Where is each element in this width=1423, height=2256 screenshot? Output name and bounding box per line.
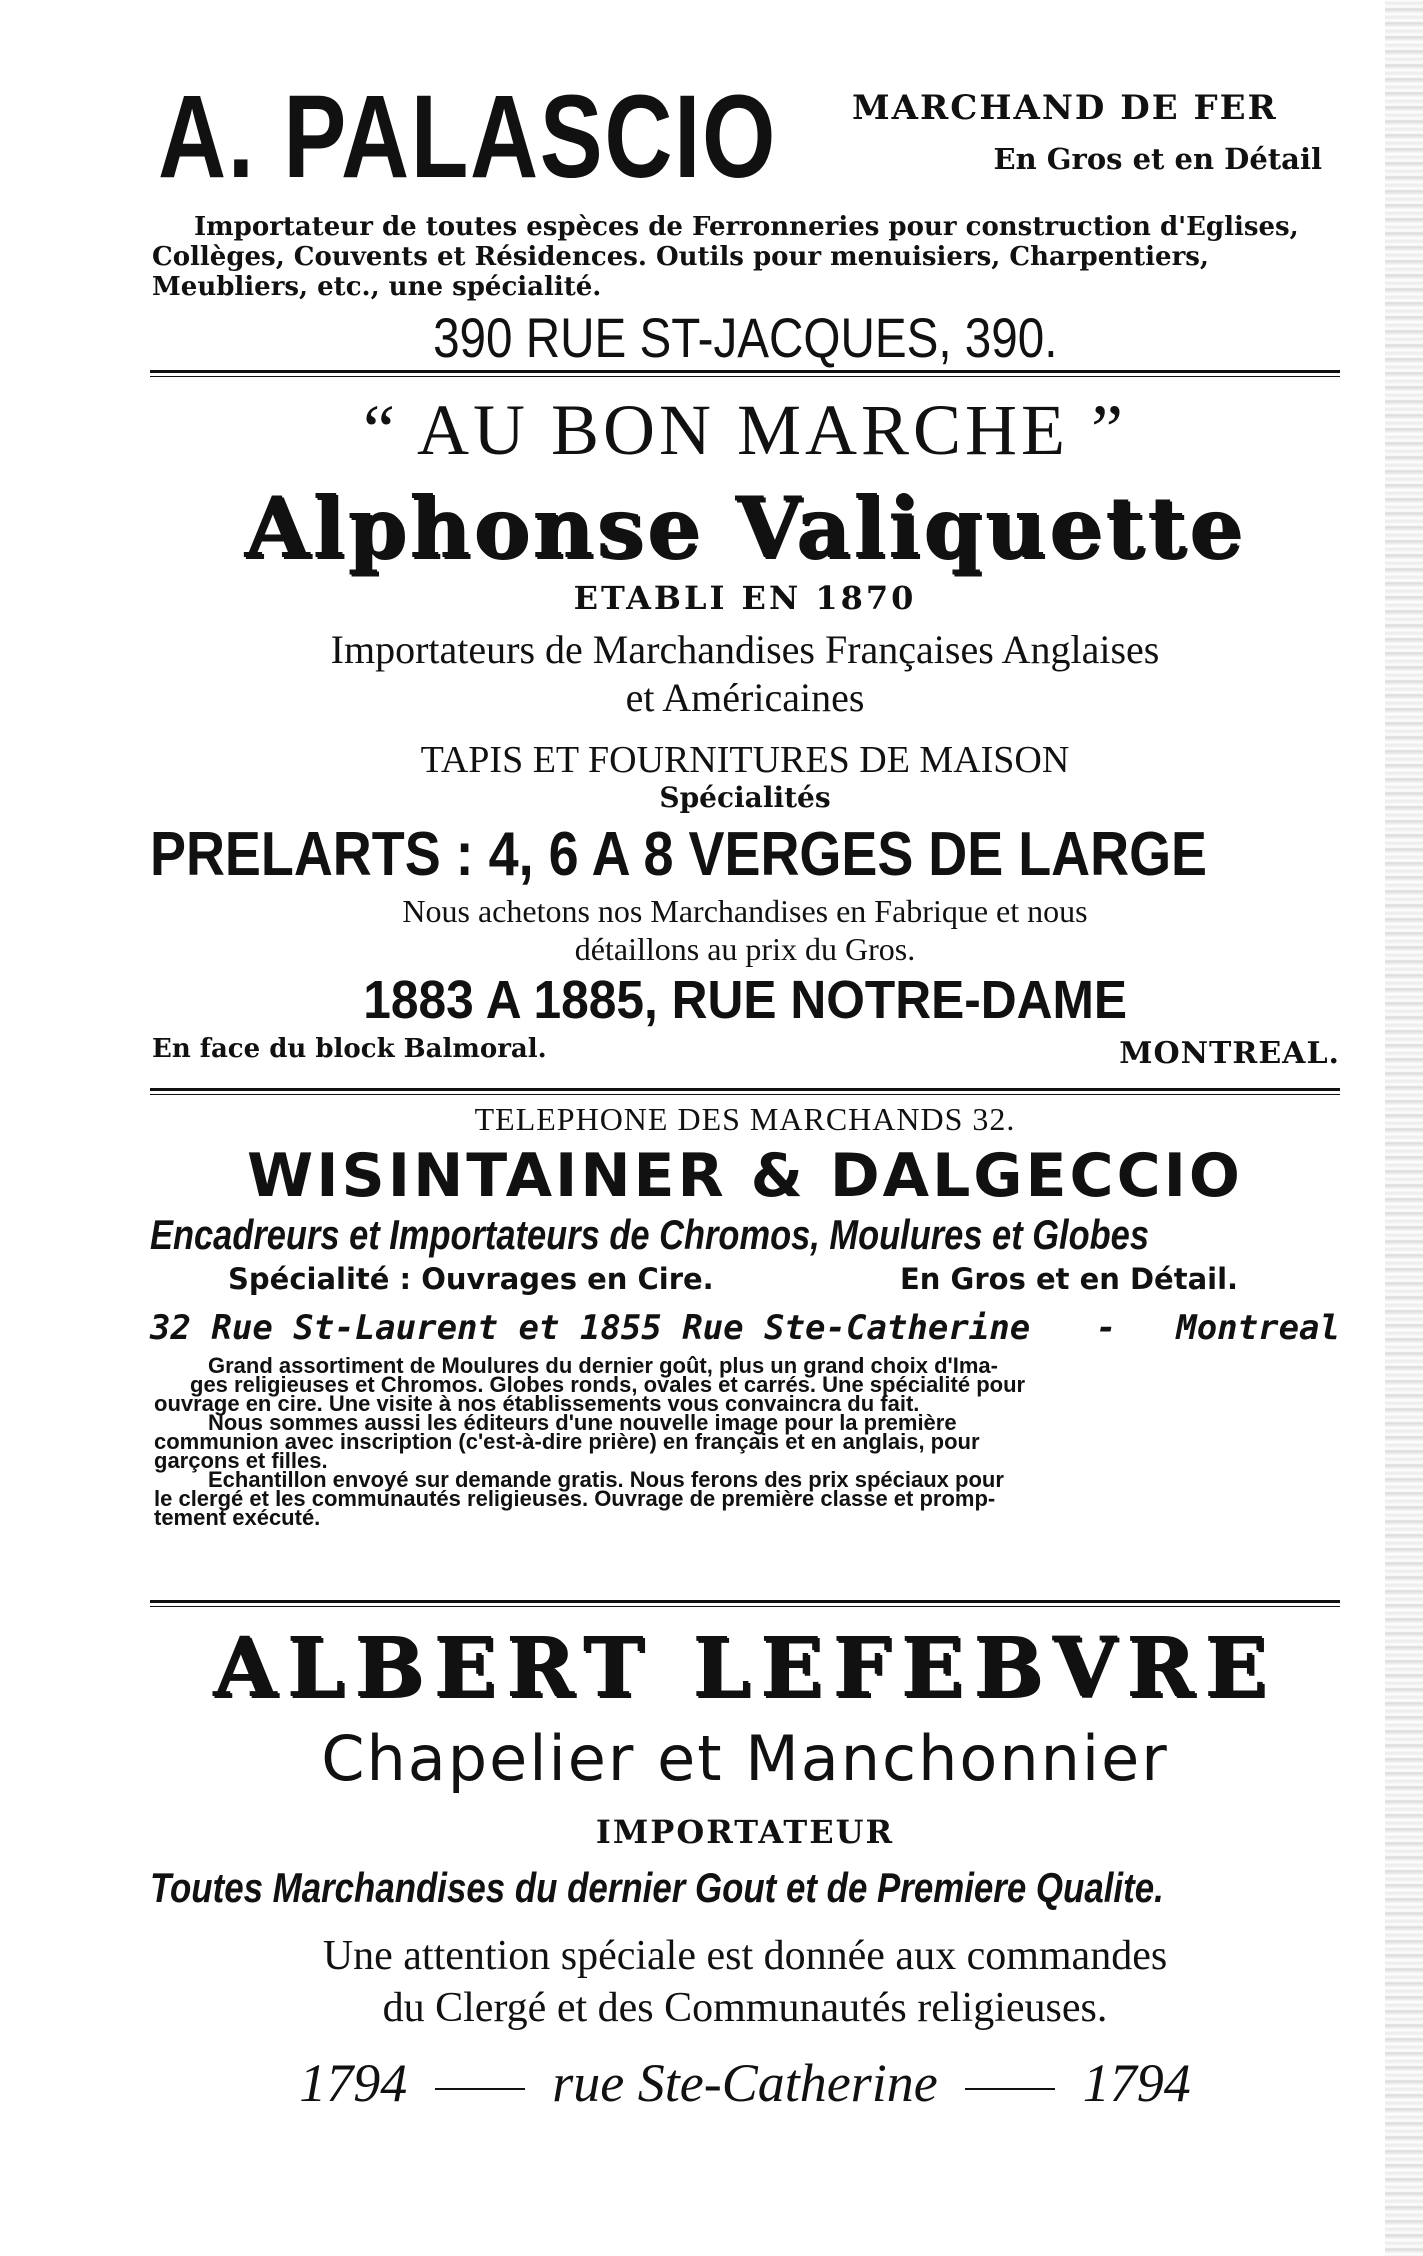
wisintainer-body-line: Grand assortiment de Moulures du dernier goût, plus un grand choix d'Ima- <box>208 1353 998 1378</box>
wisintainer-body-line: tement exécuté. <box>154 1505 321 1530</box>
palascio-desc-line: Collèges, Couvents et Résidences. Outils pour menuisiers, Charpentiers, <box>152 242 1209 272</box>
page-edge-scan-artifact <box>1385 0 1423 2256</box>
owner-name: Alphonse Valiquette <box>244 478 1246 577</box>
importers-line: Importateurs de Marchandises Françaises Anglaises <box>330 627 1160 672</box>
purchase-line: détaillons au prix du Gros. <box>574 931 916 967</box>
address-dash: - <box>1096 1308 1117 1348</box>
wisintainer-specialite: Spécialité : Ouvrages en Cire. <box>228 1262 714 1296</box>
tapis-line: TAPIS ET FOURNITURES DE MAISON <box>420 739 1070 781</box>
wisintainer-body-line: communion avec inscription (c'est-à-dire prière) en français et en anglais, pour <box>154 1429 980 1454</box>
importers-line: et Américaines <box>625 675 865 720</box>
wisintainer-body-line: le clergé et les communautés religieuses. Ouvrage de première classe et promp- <box>154 1486 996 1511</box>
telephone-line: TELEPHONE DES MARCHANDS 32. <box>474 1101 1016 1137</box>
established: ETABLI EN 1870 <box>573 579 917 617</box>
attention-line: du Clergé et des Communautés religieuses. <box>382 1985 1108 2031</box>
quality-line: Toutes Marchandises du dernier Gout et de Premiere Qualite. <box>150 1864 1164 1911</box>
address-rule-right <box>965 2088 1055 2090</box>
wisintainer-city: Montreal <box>1176 1308 1340 1348</box>
palascio-name: A. PALASCIO <box>158 71 777 203</box>
lefebvre-name: ALBERT LEFEBVRE <box>213 1620 1277 1716</box>
lefebvre-trade: Chapelier et Manchonnier <box>321 1722 1169 1795</box>
prelarts-line: PRELARTS : 4, 6 A 8 VERGES DE LARGE <box>150 820 1208 889</box>
palascio-gros-detail: En Gros et en Détail <box>993 142 1322 176</box>
purchase-line: Nous achetons nos Marchandises en Fabrique et nous <box>402 893 1088 929</box>
wisintainer-gros-detail: En Gros et en Détail. <box>900 1262 1239 1296</box>
specialites-label: Spécialités <box>659 781 831 814</box>
wisintainer-tagline: Encadreurs et Importateurs de Chromos, Moulures et Globes <box>150 1211 1149 1258</box>
attention-line: Une attention spéciale est donnée aux commandes <box>322 1933 1168 1979</box>
location-note: En face du block Balmoral. <box>152 1034 547 1064</box>
address-number-left: 1794 <box>299 2053 408 2113</box>
palascio-address: 390 RUE ST-JACQUES, 390. <box>432 306 1058 369</box>
palascio-desc-line: Importateur de toutes espèces de Ferronneries pour construction d'Eglises, <box>194 212 1299 242</box>
wisintainer-body-line: ouvrage en cire. Une visite à nos établissements vous convaincra du fait. <box>154 1391 920 1416</box>
divider <box>150 1600 1340 1607</box>
wisintainer-body-line: Echantillon envoyé sur demande gratis. Nous ferons des prix spéciaux pour <box>208 1467 1004 1492</box>
address-rule-left <box>435 2088 525 2090</box>
wisintainer-body-line: garçons et filles. <box>154 1448 328 1473</box>
wisintainer-name: WISINTAINER & DALGECCIO <box>247 1141 1243 1211</box>
divider <box>150 1088 1340 1095</box>
bon-marche-address: 1883 A 1885, RUE NOTRE-DAME <box>363 970 1127 1030</box>
store-name: “ AU BON MARCHE ” <box>363 390 1127 470</box>
palascio-desc-line: Meubliers, etc., une spécialité. <box>152 272 602 302</box>
divider <box>150 370 1340 377</box>
address-number-right: 1794 <box>1082 2053 1191 2113</box>
city-name: MONTREAL. <box>1119 1036 1340 1071</box>
importateur-label: IMPORTATEUR <box>595 1813 895 1851</box>
wisintainer-body-line: Nous sommes aussi les éditeurs d'une nouvelle image pour la première <box>208 1410 957 1435</box>
wisintainer-address: 32 Rue St-Laurent et 1855 Rue Ste-Catherine <box>150 1308 1031 1348</box>
lefebvre-street: rue Ste-Catherine <box>552 2053 938 2113</box>
wisintainer-body-line: ges religieuses et Chromos. Globes ronds, ovales et carrés. Une spécialité pour <box>190 1372 1026 1397</box>
palascio-trade: MARCHAND DE FER <box>852 88 1278 128</box>
